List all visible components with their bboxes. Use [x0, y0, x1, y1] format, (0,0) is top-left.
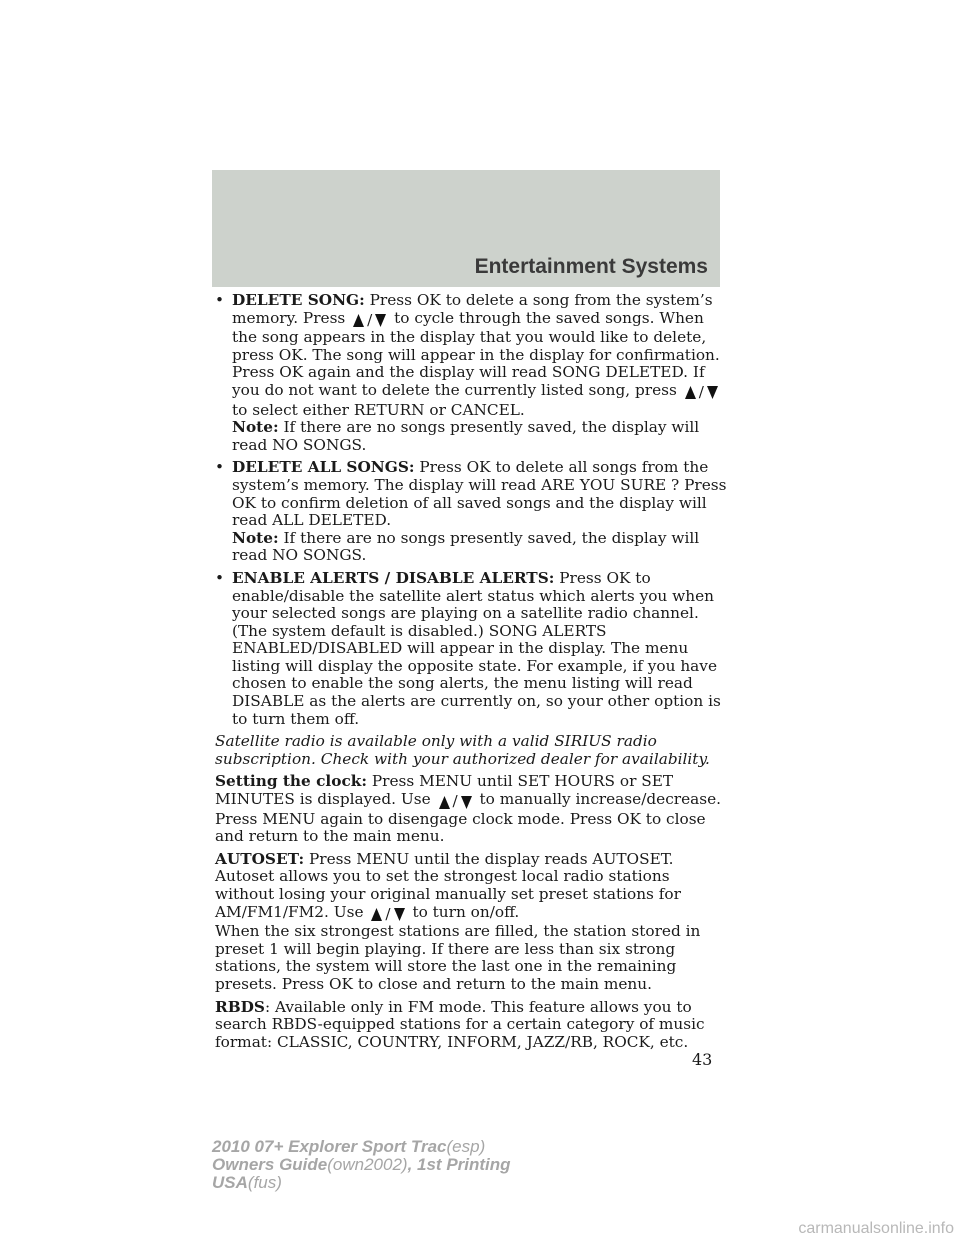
- arrow-up-icon: [370, 907, 383, 922]
- list-item-delete-all-songs: [215, 459, 727, 565]
- slash-separator: /: [452, 792, 458, 811]
- autoset-label: AUTOSET:: [215, 849, 305, 868]
- bullet-symbol: •: [215, 568, 225, 587]
- item-text: to select either RETURN or CANCEL.: [232, 400, 525, 419]
- item-text: Press OK to delete a song from the system’s memory. Press: [232, 291, 713, 327]
- item-label: ENABLE ALERTS / DISABLE ALERTS:: [232, 568, 555, 587]
- satellite-availability-note: [215, 733, 727, 768]
- item-text: Press OK to delete all songs from the system’s memory. The display will read ARE YOU SURE ? Press OK to confirm deletion of all saved songs and the display will read ALL DELETED.: [232, 458, 727, 530]
- autoset-text-2: When the six strongest stations are filled, the station stored in preset 1 will begin playing. If there are less than six strong stations, the system will store the last one in the remaining presets. Press OK to close and return to the main menu.: [215, 922, 701, 993]
- footer-model: 2010 07+ Explorer Sport Trac: [212, 1137, 447, 1156]
- slash-separator: /: [385, 904, 391, 923]
- autoset-text: Press MENU until the display reads AUTOSET. Autoset allows you to set the strongest local radio stations without losing your original manually set preset stations for AM/FM1/FM2. Use: [215, 849, 681, 921]
- page-content: [215, 292, 727, 1056]
- bullet-symbol: •: [215, 291, 225, 309]
- clock-text: Press MENU until SET HOURS or SET MINUTES is displayed. Use: [215, 772, 674, 809]
- note-label: Note:: [232, 528, 279, 547]
- page-number: 43: [692, 1050, 713, 1069]
- arrow-down-icon: [460, 795, 473, 810]
- item-text: Press OK to enable/disable the satellite alert status which alerts you when your selected songs are playing on a satellite radio channel. (The system default is disabled.) SONG ALERTS ENABLED/DISABLED will appear in the display. The menu listing will display the opposite state. For example, if you have chosen to enable the song alerts, the menu listing will read DISABLE as the alerts are currently on, so your other option is to turn them off.: [232, 568, 721, 728]
- slash-separator: /: [698, 382, 704, 401]
- satellite-note-text: Satellite radio is available only with a valid SIRIUS radio subscription. Check with your authorized dealer for availability.: [215, 732, 710, 768]
- footer-line-2: [212, 1156, 511, 1174]
- item-label: DELETE SONG:: [232, 291, 365, 309]
- arrow-buttons-symbol: [438, 793, 473, 811]
- item-text: to cycle through the saved songs. When the song appears in the display that you would like to delete, press OK. The song will appear in the display for confirmation. Press OK again and the display will read SONG DELETED. If you do not want to delete the currently listed song, press: [232, 308, 720, 399]
- footer-region: USA: [212, 1173, 248, 1192]
- item-label: DELETE ALL SONGS:: [232, 458, 415, 477]
- note-label: Note:: [232, 418, 279, 437]
- clock-text: to manually increase/decrease. Press MENU again to disengage clock mode. Press OK to close and return to the main menu.: [215, 790, 722, 846]
- section-title: Entertainment Systems: [474, 255, 708, 278]
- rbds-text: : Available only in FM mode. This feature allows you to search RBDS-equipped stations for a certain category of music format: CLASSIC, COUNTRY, INFORM, JAZZ/RB, ROCK, etc.: [215, 997, 705, 1051]
- note-text: If there are no songs presently saved, the display will read NO SONGS.: [232, 528, 700, 565]
- footer-guide-code: (own2002): [327, 1155, 408, 1174]
- arrow-down-icon: [393, 907, 406, 922]
- footer-printing: , 1st Printing: [407, 1155, 511, 1174]
- list-item-delete-song: [215, 292, 727, 454]
- clock-paragraph: [215, 773, 727, 845]
- footer-line-1: [212, 1138, 511, 1156]
- clock-label: Setting the clock:: [215, 772, 367, 791]
- slash-separator: /: [367, 310, 373, 329]
- rbds-label: RBDS: [215, 997, 265, 1016]
- document-footer: [212, 1138, 511, 1192]
- arrow-up-icon: [684, 385, 697, 400]
- bullet-symbol: •: [215, 458, 225, 477]
- autoset-paragraph: [215, 851, 727, 994]
- footer-line-3: [212, 1174, 511, 1192]
- note-text: If there are no songs presently saved, the display will read NO SONGS.: [232, 418, 700, 454]
- footer-guide: Owners Guide: [212, 1155, 328, 1174]
- arrow-buttons-symbol: [370, 906, 405, 924]
- footer-model-code: (esp): [446, 1137, 486, 1156]
- footer-region-code: (fus): [247, 1173, 282, 1192]
- arrow-down-icon: [706, 385, 719, 400]
- arrow-up-icon: [438, 795, 451, 810]
- arrow-buttons-symbol: [684, 384, 719, 402]
- arrow-down-icon: [374, 313, 387, 328]
- list-item-alerts: [215, 570, 727, 728]
- rbds-paragraph: [215, 999, 727, 1052]
- arrow-up-icon: [352, 313, 365, 328]
- watermark: carmanualsonline.info: [798, 1220, 954, 1237]
- arrow-buttons-symbol: [352, 312, 387, 330]
- autoset-text: to turn on/off.: [407, 902, 520, 921]
- section-header-band: [212, 170, 720, 287]
